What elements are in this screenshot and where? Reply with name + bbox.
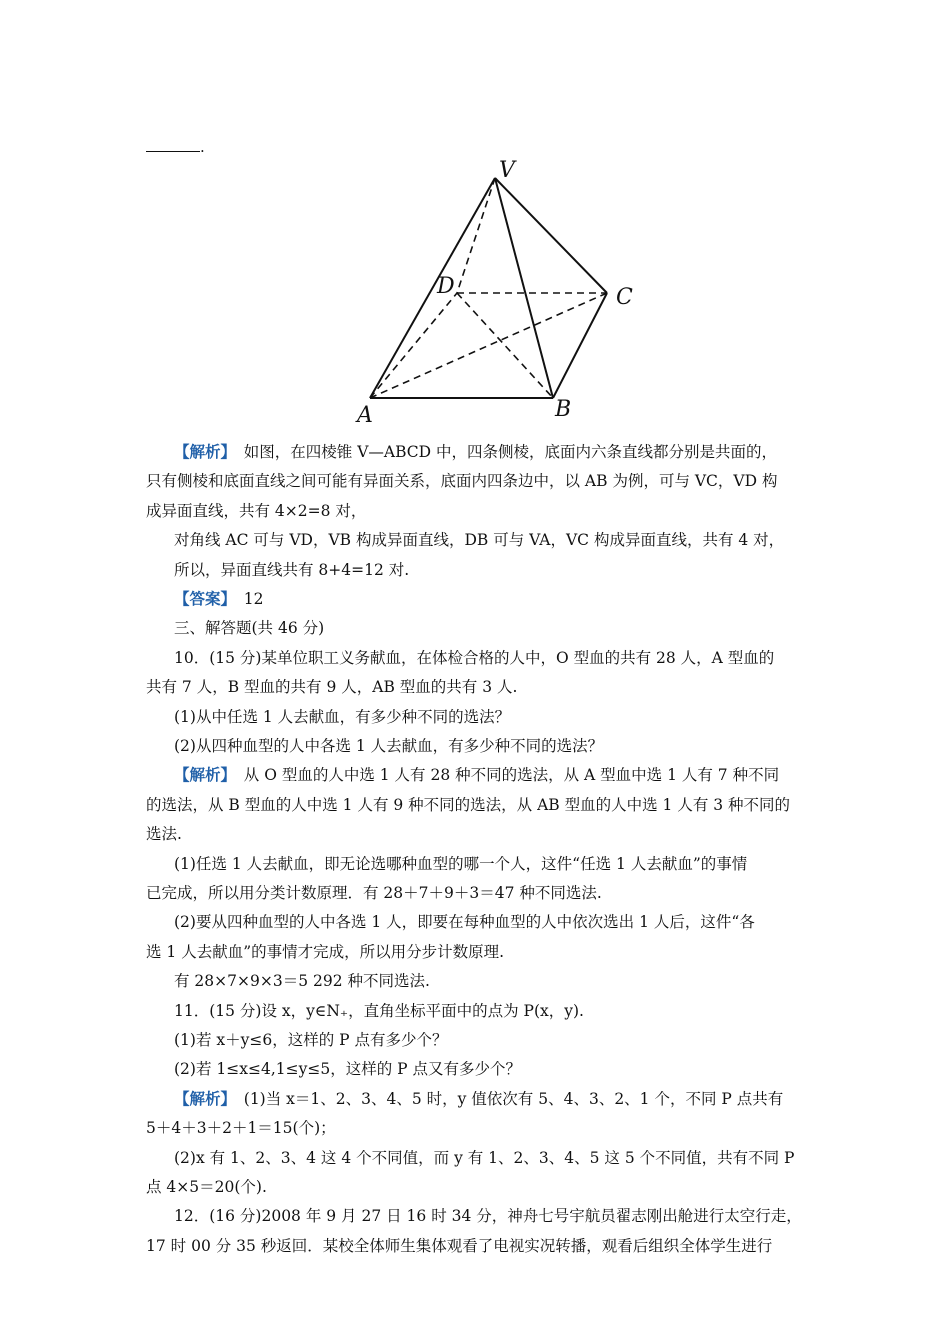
text-line (146, 971, 838, 991)
section-tag: 【答案】 (174, 589, 229, 608)
line-text: 12．(16 分)2008 年 9 月 27 日 16 时 34 分，神舟七号宇航员翟志刚出舱进行太空行走， (174, 1207, 802, 1226)
line-text: 所以，异面直线共有 8+4=12 对. (174, 560, 410, 579)
line-text: 12 (228, 590, 264, 608)
line-text: 从 O 型血的人中选 1 人有 28 种不同的选法，从 A 型血中选 1 人有 7 种不同 (228, 766, 780, 785)
text-line (146, 942, 810, 962)
line-text: (2)若 1≤x≤4,1≤y≤5，这样的 P 点又有多少个？ (174, 1060, 521, 1079)
text-line (146, 677, 810, 697)
line-text: 10．(15 分)某单位职工义务献血，在体检合格的人中，O 型血的共有 28 人，A 型血的 (174, 648, 775, 667)
text-line (146, 765, 838, 785)
text-line (146, 883, 810, 903)
line-text: (1)当 x＝1、2、3、4、5 时，y 值依次有 5、4、3、2、1 个，不同 P 点共有 (228, 1089, 784, 1108)
label-A: A (357, 403, 373, 428)
line-text: (2)要从四种血型的人中各选 1 人，即要在每种血型的人中依次选出 1 人后，这件“各 (174, 913, 755, 932)
text-line (146, 1148, 838, 1168)
pyramid-figure (340, 150, 640, 430)
text-line (146, 795, 810, 815)
label-B: B (555, 397, 572, 422)
text-line (146, 1089, 838, 1109)
text-line (146, 501, 810, 521)
edge-AD (370, 293, 457, 398)
answer-blank (146, 138, 205, 156)
line-text: 点 4×5＝20(个). (146, 1178, 267, 1196)
label-C: C (616, 285, 633, 310)
line-text: (2)x 有 1、2、3、4 这 4 个不同值，而 y 有 1、2、3、4、5 这 5 个不同值，共有不同 P (174, 1148, 795, 1167)
line-text: 选 1 人去献血”的事情才完成，所以用分步计数原理. (146, 942, 505, 961)
line-text: 成异面直线，共有 4×2=8 对， (146, 501, 367, 520)
blank-tail: . (200, 138, 205, 156)
text-line (146, 530, 838, 550)
text-line (146, 471, 810, 491)
section-tag: 【解析】 (174, 1088, 229, 1108)
text-line (146, 736, 838, 756)
line-text: 对角线 AC 可与 VD，VB 构成异面直线，DB 可与 VA，VC 构成异面直线，共有 4 对， (174, 531, 785, 550)
text-line (146, 707, 838, 727)
blank-rule (146, 151, 200, 152)
text-line (146, 1206, 838, 1226)
line-text: (2)从四种血型的人中各选 1 人去献血，有多少种不同的选法？ (174, 737, 604, 755)
edge-VC (495, 178, 607, 293)
line-text: 有 28×7×9×3＝5 292 种不同选法. (174, 972, 430, 991)
line-text: 选法. (146, 825, 182, 844)
line-text: 只有侧棱和底面直线之间可能有异面关系，底面内四条边中，以 AB 为例，可与 VC，VD 构 (146, 472, 778, 491)
edge-VA (370, 178, 495, 398)
line-text: 三、解答题(共 46 分) (174, 619, 325, 638)
line-text: 已完成，所以用分类计数原理．有 28＋7＋9＋3＝47 种不同选法. (146, 884, 602, 902)
text-line (146, 618, 838, 638)
section-tag: 【解析】 (174, 442, 229, 461)
line-text: (1)若 x＋y≤6，这样的 P 点有多少个？ (174, 1031, 448, 1049)
text-line (146, 1030, 838, 1050)
text-line (146, 442, 838, 462)
diagonal-AC (370, 293, 607, 398)
line-text: 5＋4＋3＋2＋1＝15(个)； (146, 1119, 336, 1138)
text-line (146, 854, 838, 874)
text-line (146, 560, 838, 580)
text-line (146, 912, 838, 932)
text-line (146, 1177, 810, 1197)
edge-BC (553, 293, 607, 398)
line-text: 的选法，从 B 型血的人中选 1 人有 9 种不同的选法，从 AB 型血的人中选 1 人有 3 种不同的 (146, 795, 791, 814)
line-text: 17 时 00 分 35 秒返回．某校全体师生集体观看了电视实况转播，观看后组织全体学生进行 (146, 1236, 773, 1255)
text-line (146, 1059, 838, 1079)
label-V: V (499, 158, 515, 183)
text-line (146, 1118, 810, 1138)
line-text: (1)从中任选 1 人去献血，有多少种不同的选法？ (174, 707, 511, 726)
text-line (146, 824, 810, 844)
text-line (146, 589, 838, 609)
text-line (146, 648, 838, 668)
line-text: 11．(15 分)设 x，y∈N₊，直角坐标平面中的点为 P(x，y). (174, 1001, 584, 1020)
line-text: 如图，在四棱锥 V—ABCD 中，四条侧棱，底面内六条直线都分别是共面的， (228, 443, 777, 461)
text-line (146, 1001, 838, 1021)
edge-VB (495, 178, 553, 398)
line-text: 共有 7 人，B 型血的共有 9 人，AB 型血的共有 3 人. (146, 678, 518, 697)
section-tag: 【解析】 (174, 765, 229, 785)
label-D: D (437, 274, 455, 299)
line-text: (1)任选 1 人去献血，即无论选哪种血型的哪一个人，这件“任选 1 人去献血”的事情 (174, 854, 748, 873)
text-line (146, 1236, 810, 1256)
